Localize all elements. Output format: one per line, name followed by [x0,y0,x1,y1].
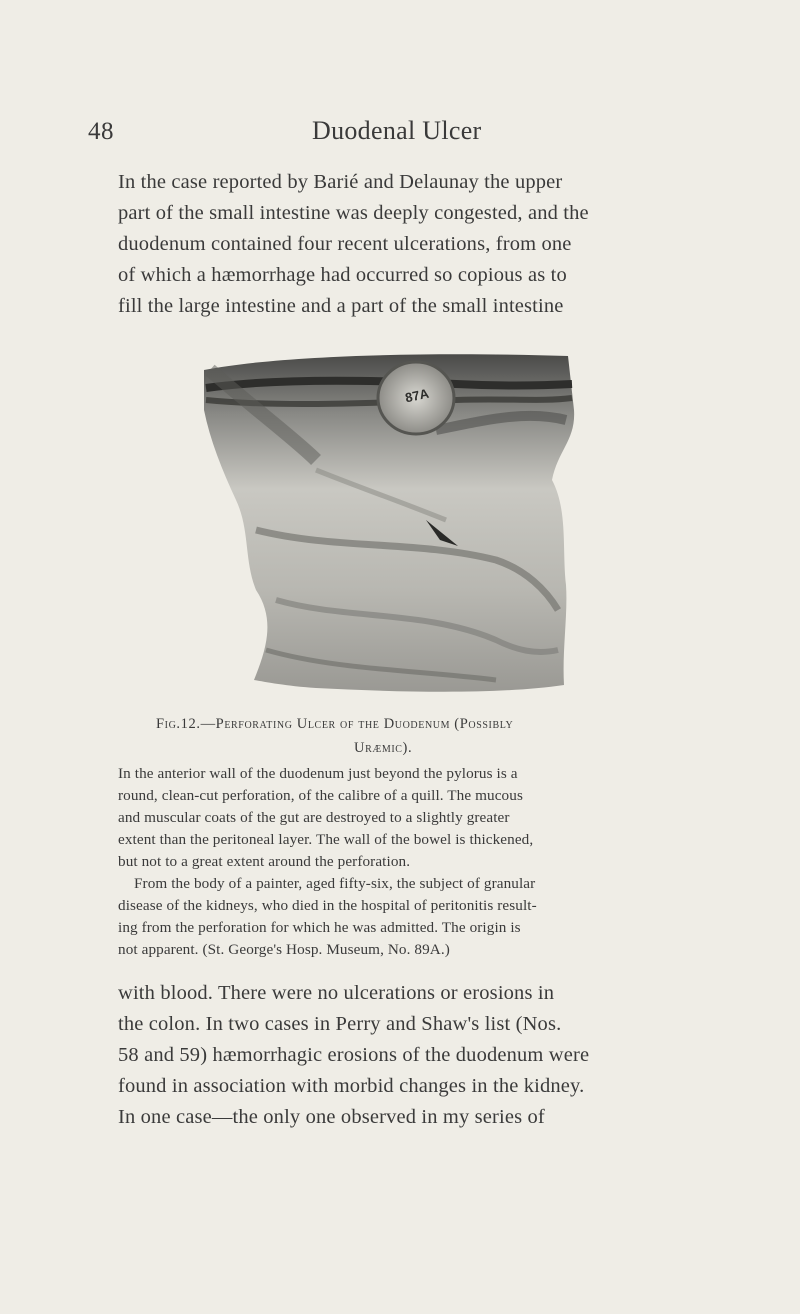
figure-title: Fig.12.—Perforating Ulcer of the Duodenum (Possibly [156,716,514,732]
figure-title-continued: Uræmic). [354,740,413,756]
caption-line: and muscular coats of the gut are destroyed to a slightly greater [118,809,510,826]
caption-line: but not to a great extent around the perforation. [118,853,411,870]
text-line: part of the small intestine was deeply congested, and the [118,202,589,224]
text-line: of which a hæmorrhage had occurred so copious as to [118,264,567,286]
text-line: found in association with morbid changes in the kidney. [118,1075,585,1097]
running-title: Duodenal Ulcer [312,116,482,145]
caption-line: From the body of a painter, aged fifty-six, the subject of granular [134,875,536,892]
text-line: the colon. In two cases in Perry and Shaw's list (Nos. [118,1013,562,1035]
text-line: fill the large intestine and a part of the small intestine [118,295,564,317]
caption-line: not apparent. (St. George's Hosp. Museum, No. 89A.) [118,941,450,958]
text-line: 58 and 59) hæmorrhagic erosions of the duodenum were [118,1044,590,1066]
caption-line: ing from the perforation for which he was admitted. The origin is [118,919,521,936]
caption-line: disease of the kidneys, who died in the hospital of peritonitis result- [118,897,537,914]
caption-line: In the anterior wall of the duodenum just beyond the pylorus is a [118,765,518,782]
text-line: In one case—the only one observed in my series of [118,1106,545,1128]
caption-line: round, clean-cut perforation, of the calibre of a quill. The mucous [118,787,523,804]
text-line: with blood. There were no ulcerations or erosions in [118,982,555,1004]
page-number: 48 [88,118,114,145]
specimen-label: 87A [403,385,431,406]
text-line: In the case reported by Barié and Delaunay the upper [118,171,563,193]
caption-line: extent than the peritoneal layer. The wall of the bowel is thickened, [118,831,534,848]
text-line: duodenum contained four recent ulcerations, from one [118,233,572,255]
